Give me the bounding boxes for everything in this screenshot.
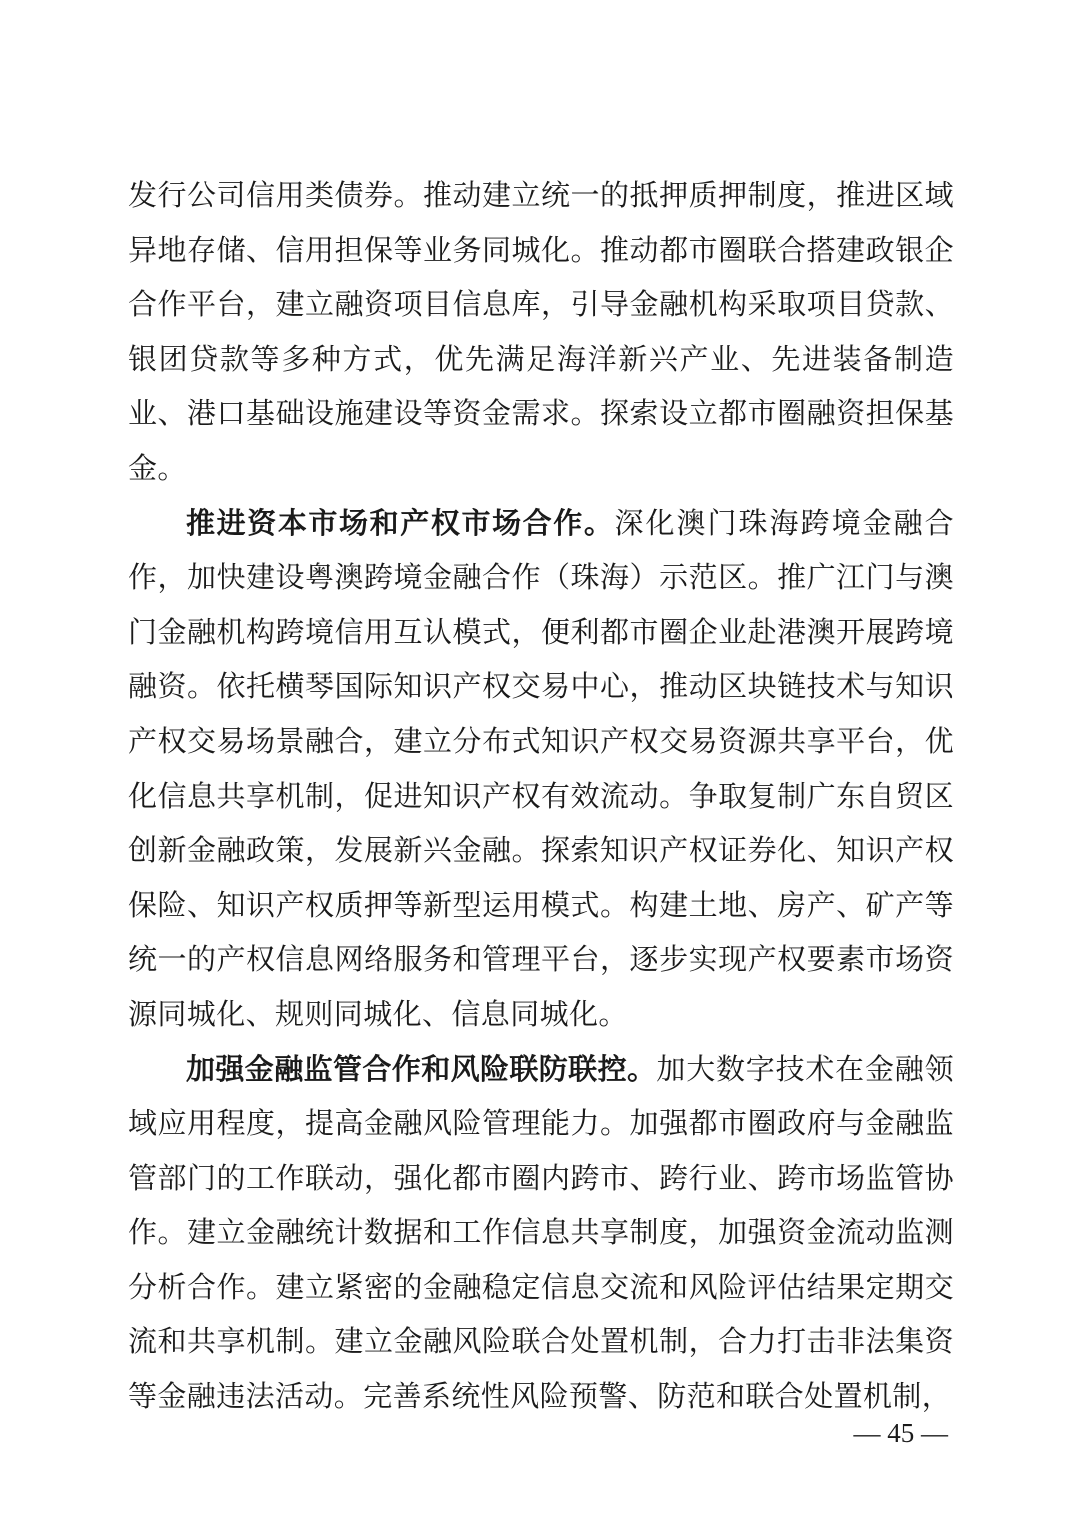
- paragraph-text: 加大数字技术在金融领域应用程度，提高金融风险管理能力。加强都市圈政府与金融监管部门的工作联动，强化都市圈内跨市、跨行业、跨市场监管协作。建立金融统计数据和工作信息共享制度，加强资金流动监测分析合作。建立紧密的金融稳定信息交流和风险评估结果定期交流和共享机制。建立金融风险联合处置机制，合力打击非法集资等金融违法活动。完善系统性风险预警、防范和联合处置机制，: [128, 1051, 954, 1414]
- paragraph-financial-regulation: [128, 1042, 954, 1424]
- paragraph-heading: 加强金融监管合作和风险联防联控。: [186, 1051, 657, 1086]
- paragraph-capital-market: [128, 496, 954, 1042]
- paragraph-continuation: [128, 168, 954, 496]
- paragraph-heading: 推进资本市场和产权市场合作。: [186, 505, 615, 540]
- body-text: [128, 168, 954, 1424]
- paragraph-text: 深化澳门珠海跨境金融合作，加快建设粤澳跨境金融合作（珠海）示范区。推广江门与澳门金融机构跨境信用互认模式，便利都市圈企业赴港澳开展跨境融资。依托横琴国际知识产权交易中心，推动区块链技术与知识产权交易场景融合，建立分布式知识产权交易资源共享平台，优化信息共享机制，促进知识产权有效流动。争取复制广东自贸区创新金融政策，发展新兴金融。探索知识产权证券化、知识产权保险、知识产权质押等新型运用模式。构建土地、房产、矿产等统一的产权信息网络服务和管理平台，逐步实现产权要素市场资源同城化、规则同城化、信息同城化。: [128, 505, 954, 1031]
- paragraph-text: 发行公司信用类债券。推动建立统一的抵押质押制度，推进区域异地存储、信用担保等业务同城化。推动都市圈联合搭建政银企合作平台，建立融资项目信息库，引导金融机构采取项目贷款、银团贷款等多种方式，优先满足海洋新兴产业、先进装备制造业、港口基础设施建设等资金需求。探索设立都市圈融资担保基金。: [128, 178, 954, 485]
- page-number: — 45 —: [853, 1418, 948, 1448]
